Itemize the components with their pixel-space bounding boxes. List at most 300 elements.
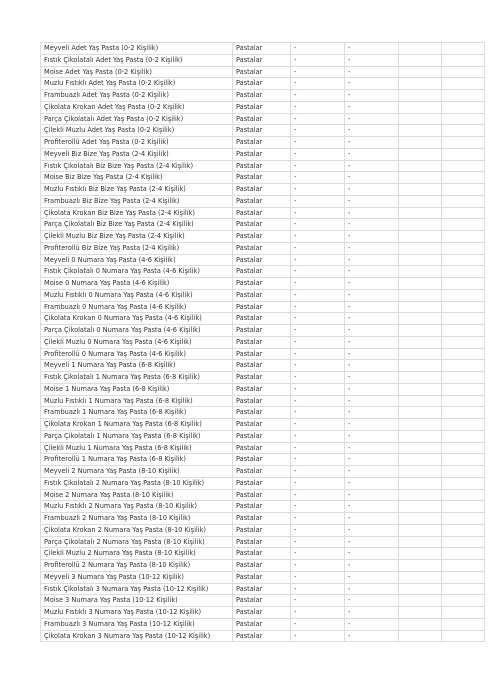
category-cell: Pastalar	[233, 219, 291, 231]
empty-cell	[442, 90, 485, 102]
table-row	[41, 195, 485, 207]
empty-cell	[399, 466, 442, 478]
value-cell: -	[291, 360, 345, 372]
empty-cell	[442, 172, 485, 184]
table-row	[41, 477, 485, 489]
value-cell: -	[291, 513, 345, 525]
empty-cell	[442, 477, 485, 489]
product-name-cell: Çilekli Muzlu Adet Yaş Pasta (0-2 Kişilik)	[41, 125, 233, 137]
value-cell: -	[291, 78, 345, 90]
product-name-cell: Frambuazlı Biz Bize Yaş Pasta (2-4 Kişilik)	[41, 195, 233, 207]
table-row	[41, 583, 485, 595]
product-name-cell: Meyveli 2 Numara Yaş Pasta (8-10 Kişilik)	[41, 466, 233, 478]
value-cell: -	[291, 466, 345, 478]
product-name-cell: Fıstık Çikolatalı 1 Numara Yaş Pasta (6-8 Kişilik)	[41, 372, 233, 384]
empty-cell	[442, 571, 485, 583]
empty-cell	[442, 395, 485, 407]
table-row	[41, 101, 485, 113]
value-cell: -	[291, 66, 345, 78]
table-row	[41, 184, 485, 196]
product-name-cell: Fıstık Çikolatalı Biz Bize Yaş Pasta (2-4 Kişilik)	[41, 160, 233, 172]
empty-cell	[442, 336, 485, 348]
category-cell: Pastalar	[233, 372, 291, 384]
category-cell: Pastalar	[233, 395, 291, 407]
value-cell: -	[345, 113, 399, 125]
product-name-cell: Profiterollü Biz Bize Yaş Pasta (2-4 Kişilik)	[41, 242, 233, 254]
empty-cell	[442, 195, 485, 207]
value-cell: -	[345, 336, 399, 348]
empty-cell	[399, 148, 442, 160]
category-cell: Pastalar	[233, 419, 291, 431]
value-cell: -	[291, 278, 345, 290]
table-row	[41, 278, 485, 290]
value-cell: -	[291, 372, 345, 384]
table-row	[41, 407, 485, 419]
table-row	[41, 630, 485, 642]
value-cell: -	[345, 571, 399, 583]
empty-cell	[399, 254, 442, 266]
category-cell: Pastalar	[233, 148, 291, 160]
empty-cell	[399, 430, 442, 442]
product-name-cell: Meyveli 3 Numara Yaş Pasta (10-12 Kişilik)	[41, 571, 233, 583]
value-cell: -	[345, 266, 399, 278]
empty-cell	[399, 54, 442, 66]
product-name-cell: Frambuazlı Adet Yaş Pasta (0-2 Kişilik)	[41, 90, 233, 102]
empty-cell	[399, 618, 442, 630]
empty-cell	[399, 571, 442, 583]
empty-cell	[442, 301, 485, 313]
empty-cell	[399, 336, 442, 348]
value-cell: -	[345, 466, 399, 478]
value-cell: -	[345, 395, 399, 407]
value-cell: -	[291, 524, 345, 536]
value-cell: -	[291, 407, 345, 419]
category-cell: Pastalar	[233, 125, 291, 137]
value-cell: -	[345, 489, 399, 501]
product-name-cell: Parça Çikolatalı 2 Numara Yaş Pasta (8-10 Kişilik)	[41, 536, 233, 548]
table-row	[41, 137, 485, 149]
empty-cell	[442, 43, 485, 55]
value-cell: -	[345, 383, 399, 395]
value-cell: -	[345, 172, 399, 184]
table-row	[41, 66, 485, 78]
empty-cell	[442, 348, 485, 360]
value-cell: -	[291, 184, 345, 196]
product-name-cell: Moise 3 Numara Yaş Pasta (10-12 Kişilik)	[41, 595, 233, 607]
empty-cell	[442, 454, 485, 466]
value-cell: -	[291, 477, 345, 489]
product-name-cell: Moise 1 Numara Yaş Pasta (6-8 Kişilik)	[41, 383, 233, 395]
empty-cell	[399, 289, 442, 301]
value-cell: -	[345, 454, 399, 466]
empty-cell	[399, 548, 442, 560]
value-cell: -	[345, 325, 399, 337]
value-cell: -	[291, 254, 345, 266]
value-cell: -	[291, 313, 345, 325]
value-cell: -	[291, 583, 345, 595]
empty-cell	[442, 524, 485, 536]
category-cell: Pastalar	[233, 536, 291, 548]
empty-cell	[399, 630, 442, 642]
value-cell: -	[345, 501, 399, 513]
value-cell: -	[345, 289, 399, 301]
table-row	[41, 336, 485, 348]
product-name-cell: Muzlu Fıstıklı 0 Numara Yaş Pasta (4-6 Kişilik)	[41, 289, 233, 301]
product-name-cell: Meyveli Adet Yaş Pasta (0-2 Kişilik)	[41, 43, 233, 55]
table-row	[41, 513, 485, 525]
category-cell: Pastalar	[233, 442, 291, 454]
value-cell: -	[291, 501, 345, 513]
table-row	[41, 113, 485, 125]
empty-cell	[442, 289, 485, 301]
value-cell: -	[291, 43, 345, 55]
table-row	[41, 560, 485, 572]
category-cell: Pastalar	[233, 513, 291, 525]
value-cell: -	[291, 560, 345, 572]
value-cell: -	[291, 395, 345, 407]
table-row	[41, 160, 485, 172]
empty-cell	[442, 630, 485, 642]
value-cell: -	[291, 536, 345, 548]
value-cell: -	[345, 313, 399, 325]
table-row	[41, 419, 485, 431]
empty-cell	[399, 207, 442, 219]
value-cell: -	[345, 78, 399, 90]
product-name-cell: Fıstık Çikolatalı 3 Numara Yaş Pasta (10-12 Kişilik)	[41, 583, 233, 595]
product-table	[40, 42, 485, 642]
empty-cell	[399, 90, 442, 102]
table-row	[41, 454, 485, 466]
category-cell: Pastalar	[233, 477, 291, 489]
table-row	[41, 325, 485, 337]
category-cell: Pastalar	[233, 560, 291, 572]
product-name-cell: Frambuazlı 3 Numara Yaş Pasta (10-12 Kişilik)	[41, 618, 233, 630]
empty-cell	[399, 607, 442, 619]
empty-cell	[442, 360, 485, 372]
product-name-cell: Çikolata Krokan 1 Numara Yaş Pasta (6-8 Kişilik)	[41, 419, 233, 431]
value-cell: -	[291, 430, 345, 442]
value-cell: -	[291, 172, 345, 184]
category-cell: Pastalar	[233, 466, 291, 478]
table-row	[41, 54, 485, 66]
empty-cell	[442, 407, 485, 419]
category-cell: Pastalar	[233, 489, 291, 501]
value-cell: -	[345, 207, 399, 219]
table-row	[41, 395, 485, 407]
value-cell: -	[345, 419, 399, 431]
value-cell: -	[345, 548, 399, 560]
empty-cell	[442, 242, 485, 254]
product-name-cell: Moise Adet Yaş Pasta (0-2 Kişilik)	[41, 66, 233, 78]
empty-cell	[442, 372, 485, 384]
value-cell: -	[291, 101, 345, 113]
category-cell: Pastalar	[233, 54, 291, 66]
empty-cell	[442, 113, 485, 125]
value-cell: -	[291, 325, 345, 337]
table-row	[41, 301, 485, 313]
value-cell: -	[345, 372, 399, 384]
product-name-cell: Profiterollü 1 Numara Yaş Pasta (6-8 Kişilik)	[41, 454, 233, 466]
value-cell: -	[345, 618, 399, 630]
empty-cell	[399, 595, 442, 607]
value-cell: -	[291, 137, 345, 149]
category-cell: Pastalar	[233, 207, 291, 219]
table-row	[41, 372, 485, 384]
value-cell: -	[345, 442, 399, 454]
empty-cell	[442, 207, 485, 219]
empty-cell	[442, 219, 485, 231]
table-row	[41, 466, 485, 478]
table-row	[41, 43, 485, 55]
product-name-cell: Muzlu Fıstıklı 3 Numara Yaş Pasta (10-12 Kişilik)	[41, 607, 233, 619]
value-cell: -	[345, 407, 399, 419]
empty-cell	[442, 78, 485, 90]
category-cell: Pastalar	[233, 348, 291, 360]
value-cell: -	[345, 195, 399, 207]
product-name-cell: Meyveli Biz Bize Yaş Pasta (2-4 Kişilik)	[41, 148, 233, 160]
table-row	[41, 78, 485, 90]
empty-cell	[442, 231, 485, 243]
table-row	[41, 536, 485, 548]
table-row	[41, 254, 485, 266]
table-row	[41, 618, 485, 630]
empty-cell	[399, 101, 442, 113]
empty-cell	[399, 560, 442, 572]
category-cell: Pastalar	[233, 301, 291, 313]
empty-cell	[442, 266, 485, 278]
empty-cell	[442, 313, 485, 325]
value-cell: -	[345, 630, 399, 642]
category-cell: Pastalar	[233, 313, 291, 325]
empty-cell	[399, 66, 442, 78]
product-name-cell: Parça Çikolatalı Adet Yaş Pasta (0-2 Kişilik)	[41, 113, 233, 125]
category-cell: Pastalar	[233, 630, 291, 642]
table-row	[41, 442, 485, 454]
value-cell: -	[345, 301, 399, 313]
empty-cell	[442, 548, 485, 560]
category-cell: Pastalar	[233, 454, 291, 466]
value-cell: -	[291, 266, 345, 278]
empty-cell	[442, 66, 485, 78]
empty-cell	[442, 419, 485, 431]
category-cell: Pastalar	[233, 595, 291, 607]
value-cell: -	[291, 571, 345, 583]
empty-cell	[442, 184, 485, 196]
category-cell: Pastalar	[233, 172, 291, 184]
value-cell: -	[291, 207, 345, 219]
product-name-cell: Profiterollü 2 Numara Yaş Pasta (8-10 Kişilik)	[41, 560, 233, 572]
value-cell: -	[291, 231, 345, 243]
category-cell: Pastalar	[233, 618, 291, 630]
value-cell: -	[291, 336, 345, 348]
category-cell: Pastalar	[233, 501, 291, 513]
value-cell: -	[345, 595, 399, 607]
empty-cell	[399, 172, 442, 184]
table-row	[41, 489, 485, 501]
product-name-cell: Fıstık Çikolatalı 0 Numara Yaş Pasta (4-6 Kişilik)	[41, 266, 233, 278]
value-cell: -	[345, 607, 399, 619]
product-name-cell: Çikolata Krokan Biz Bize Yaş Pasta (2-4 Kişilik)	[41, 207, 233, 219]
product-name-cell: Profiterollü 0 Numara Yaş Pasta (4-6 Kişilik)	[41, 348, 233, 360]
category-cell: Pastalar	[233, 325, 291, 337]
empty-cell	[442, 125, 485, 137]
value-cell: -	[291, 348, 345, 360]
empty-cell	[399, 301, 442, 313]
value-cell: -	[291, 419, 345, 431]
value-cell: -	[345, 360, 399, 372]
empty-cell	[399, 513, 442, 525]
value-cell: -	[291, 489, 345, 501]
product-name-cell: Çilekli Muzlu 1 Numara Yaş Pasta (6-8 Kişilik)	[41, 442, 233, 454]
category-cell: Pastalar	[233, 231, 291, 243]
table-row	[41, 125, 485, 137]
empty-cell	[442, 325, 485, 337]
table-row	[41, 383, 485, 395]
category-cell: Pastalar	[233, 184, 291, 196]
empty-cell	[399, 325, 442, 337]
product-name-cell: Meyveli 0 Numara Yaş Pasta (4-6 Kişilik)	[41, 254, 233, 266]
empty-cell	[399, 278, 442, 290]
empty-cell	[399, 231, 442, 243]
value-cell: -	[345, 583, 399, 595]
category-cell: Pastalar	[233, 254, 291, 266]
product-name-cell: Parça Çikolatalı 1 Numara Yaş Pasta (6-8 Kişilik)	[41, 430, 233, 442]
category-cell: Pastalar	[233, 571, 291, 583]
product-name-cell: Çikolata Krokan 2 Numara Yaş Pasta (8-10 Kişilik)	[41, 524, 233, 536]
value-cell: -	[345, 477, 399, 489]
product-name-cell: Fıstık Çikolatalı Adet Yaş Pasta (0-2 Kişilik)	[41, 54, 233, 66]
empty-cell	[442, 595, 485, 607]
category-cell: Pastalar	[233, 289, 291, 301]
table-row	[41, 501, 485, 513]
empty-cell	[442, 560, 485, 572]
value-cell: -	[345, 160, 399, 172]
table-row	[41, 266, 485, 278]
product-name-cell: Çilekli Muzlu Biz Bize Yaş Pasta (2-4 Kişilik)	[41, 231, 233, 243]
empty-cell	[442, 383, 485, 395]
empty-cell	[442, 466, 485, 478]
table-row	[41, 231, 485, 243]
table-row	[41, 548, 485, 560]
table-row	[41, 219, 485, 231]
value-cell: -	[291, 618, 345, 630]
value-cell: -	[291, 442, 345, 454]
category-cell: Pastalar	[233, 90, 291, 102]
empty-cell	[399, 360, 442, 372]
value-cell: -	[291, 454, 345, 466]
category-cell: Pastalar	[233, 583, 291, 595]
empty-cell	[442, 607, 485, 619]
empty-cell	[442, 254, 485, 266]
product-name-cell: Çikolata Krokan 0 Numara Yaş Pasta (4-6 Kişilik)	[41, 313, 233, 325]
value-cell: -	[345, 90, 399, 102]
table-row	[41, 595, 485, 607]
value-cell: -	[345, 125, 399, 137]
table-row	[41, 524, 485, 536]
empty-cell	[399, 442, 442, 454]
table-row	[41, 348, 485, 360]
value-cell: -	[345, 536, 399, 548]
empty-cell	[399, 536, 442, 548]
value-cell: -	[345, 348, 399, 360]
category-cell: Pastalar	[233, 383, 291, 395]
category-cell: Pastalar	[233, 113, 291, 125]
empty-cell	[442, 430, 485, 442]
product-name-cell: Parça Çikolatalı Biz Bize Yaş Pasta (2-4 Kişilik)	[41, 219, 233, 231]
empty-cell	[442, 54, 485, 66]
product-name-cell: Moise 2 Numara Yaş Pasta (8-10 Kişilik)	[41, 489, 233, 501]
value-cell: -	[291, 125, 345, 137]
product-name-cell: Muzlu Fıstıklı 1 Numara Yaş Pasta (6-8 Kişilik)	[41, 395, 233, 407]
empty-cell	[442, 278, 485, 290]
value-cell: -	[291, 607, 345, 619]
empty-cell	[399, 477, 442, 489]
empty-cell	[442, 583, 485, 595]
product-rows	[41, 43, 485, 642]
value-cell: -	[291, 148, 345, 160]
value-cell: -	[291, 548, 345, 560]
value-cell: -	[291, 630, 345, 642]
category-cell: Pastalar	[233, 430, 291, 442]
empty-cell	[399, 395, 442, 407]
value-cell: -	[291, 289, 345, 301]
value-cell: -	[345, 219, 399, 231]
value-cell: -	[291, 90, 345, 102]
table-row	[41, 360, 485, 372]
empty-cell	[399, 242, 442, 254]
empty-cell	[442, 148, 485, 160]
product-name-cell: Frambuazlı 0 Numara Yaş Pasta (4-6 Kişilik)	[41, 301, 233, 313]
empty-cell	[399, 372, 442, 384]
product-name-cell: Frambuazlı 2 Numara Yaş Pasta (8-10 Kişilik)	[41, 513, 233, 525]
empty-cell	[399, 137, 442, 149]
product-name-cell: Çilekli Muzlu 0 Numara Yaş Pasta (4-6 Kişilik)	[41, 336, 233, 348]
value-cell: -	[345, 254, 399, 266]
value-cell: -	[345, 524, 399, 536]
category-cell: Pastalar	[233, 66, 291, 78]
table-row	[41, 289, 485, 301]
table-row	[41, 571, 485, 583]
product-name-cell: Fıstık Çikolatalı 2 Numara Yaş Pasta (8-10 Kişilik)	[41, 477, 233, 489]
product-name-cell: Meyveli 1 Numara Yaş Pasta (6-8 Kişilik)	[41, 360, 233, 372]
value-cell: -	[345, 137, 399, 149]
product-name-cell: Çilekli Muzlu 2 Numara Yaş Pasta (8-10 Kişilik)	[41, 548, 233, 560]
empty-cell	[442, 137, 485, 149]
value-cell: -	[291, 160, 345, 172]
empty-cell	[399, 454, 442, 466]
value-cell: -	[291, 301, 345, 313]
empty-cell	[399, 419, 442, 431]
value-cell: -	[345, 148, 399, 160]
category-cell: Pastalar	[233, 548, 291, 560]
value-cell: -	[345, 231, 399, 243]
value-cell: -	[345, 513, 399, 525]
category-cell: Pastalar	[233, 242, 291, 254]
empty-cell	[399, 407, 442, 419]
value-cell: -	[345, 430, 399, 442]
value-cell: -	[345, 184, 399, 196]
category-cell: Pastalar	[233, 160, 291, 172]
value-cell: -	[345, 66, 399, 78]
empty-cell	[399, 348, 442, 360]
category-cell: Pastalar	[233, 336, 291, 348]
empty-cell	[399, 266, 442, 278]
value-cell: -	[291, 113, 345, 125]
value-cell: -	[291, 219, 345, 231]
empty-cell	[442, 618, 485, 630]
empty-cell	[442, 442, 485, 454]
category-cell: Pastalar	[233, 78, 291, 90]
